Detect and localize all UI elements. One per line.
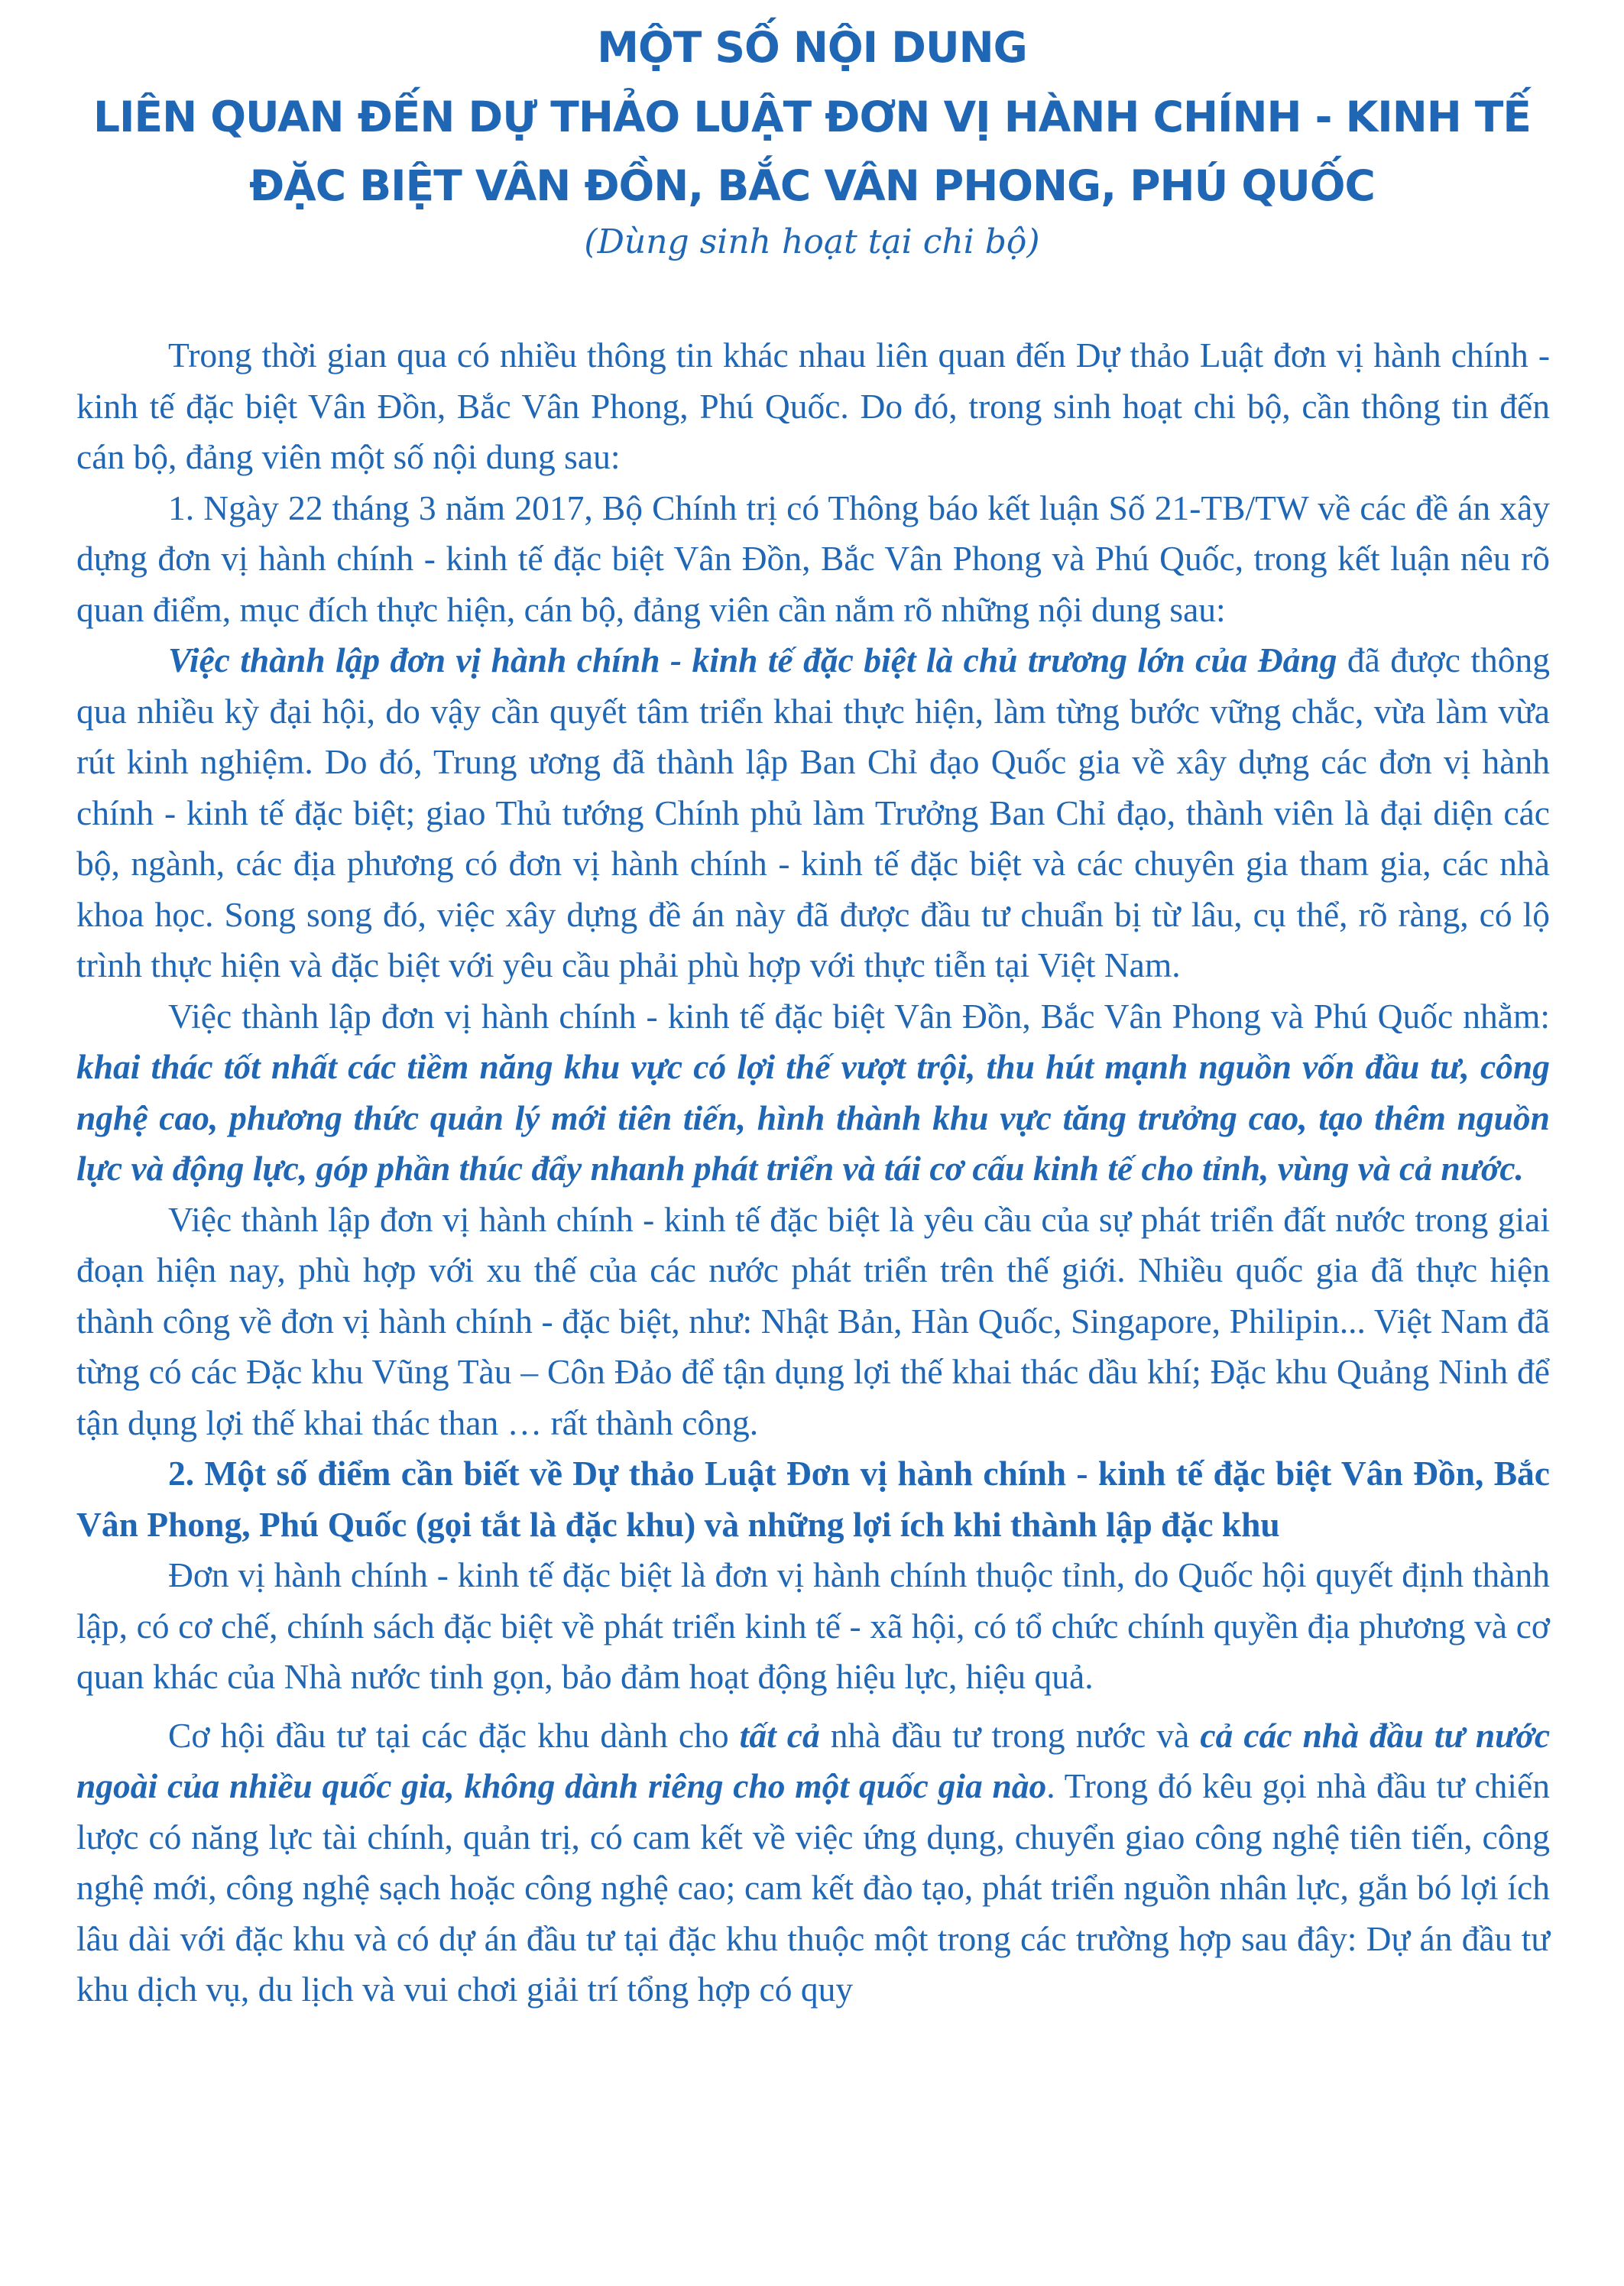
document-subtitle: (Dùng sinh hoạt tại chi bộ) [584, 222, 1040, 261]
paragraph-investment [76, 1710, 1550, 2015]
investment-mid: nhà đầu tư trong nước và [819, 1715, 1201, 1755]
investment-text: . Trong đó kêu gọi nhà đầu tư chiến lược có năng lực tài chính, quản trị, có cam kết về việc ứng dụng, chuyển giao công nghệ tiên tiến, công nghệ mới, công nghệ sạch hoặc công nghệ cao; cam kết đào tạo, phát triển nguồn nhân lực, gắn bó lợi ích lâu dài với đặc khu và có dự án đầu tư tại đặc khu thuộc một trong các trường hợp sau đây: Dự án đầu tư khu dịch vụ, du lịch và vui chơi giải trí tổng hợp có quy [76, 1766, 1550, 2009]
purpose-lead: Việc thành lập đơn vị hành chính - kinh tế đặc biệt Vân Đồn, Bắc Vân Phong và Phú Quốc nhằm: [168, 996, 1550, 1036]
paragraph-definition: Đơn vị hành chính - kinh tế đặc biệt là đơn vị hành chính thuộc tỉnh, do Quốc hội quyết định thành lập, có cơ chế, chính sách đặc biệt về phát triển kinh tế - xã hội, có tổ chức chính quyền địa phương và cơ quan khác của Nhà nước tinh gọn, bảo đảm hoạt động hiệu lực, hiệu quả. [76, 1555, 1550, 1696]
paragraph-section-1: 1. Ngày 22 tháng 3 năm 2017, Bộ Chính trị có Thông báo kết luận Số 21-TB/TW về các đề án xây dựng đơn vị hành chính - kinh tế đặc biệt Vân Đồn, Bắc Vân Phong và Phú Quốc, trong kết luận nêu rõ quan điểm, mục đích thực hiện, cán bộ, đảng viên cần nắm rõ những nội dung sau: [76, 488, 1550, 629]
document-title-line-1: MỘT SỐ NỘI DUNG [597, 23, 1027, 72]
policy-emphasis: Việc thành lập đơn vị hành chính - kinh tế đặc biệt là chủ trương lớn của Đảng [168, 640, 1337, 679]
paragraph-intro: Trong thời gian qua có nhiều thông tin khác nhau liên quan đến Dự thảo Luật đơn vị hành chính - kinh tế đặc biệt Vân Đồn, Bắc Vân Phong, Phú Quốc. Do đó, trong sinh hoạt chi bộ, cần thông tin đến cán bộ, đảng viên một số nội dung sau: [76, 336, 1550, 476]
purpose-emphasis: khai thác tốt nhất các tiềm năng khu vực có lợi thế vượt trội, thu hút mạnh nguồn vốn đầu tư, công nghệ cao, phương thức quản lý mới tiên tiến, hình thành khu vực tăng trưởng cao, tạo thêm nguồn lực và động lực, góp phần thúc đẩy nhanh phát triển và tái cơ cấu kinh tế cho tỉnh, vùng và cả nước. [76, 1047, 1550, 1188]
section-heading-2: 2. Một số điểm cần biết về Dự thảo Luật Đơn vị hành chính - kinh tế đặc biệt Vân Đồn, Bắc Vân Phong, Phú Quốc (gọi tắt là đặc khu) và những lợi ích khi thành lập đặc khu [76, 1454, 1550, 1544]
document-title-line-2: LIÊN QUAN ĐẾN DỰ THẢO LUẬT ĐƠN VỊ HÀNH CHÍNH - KINH TẾ [92, 92, 1532, 141]
document-title-line-3: ĐẶC BIỆT VÂN ĐỒN, BẮC VÂN PHONG, PHÚ QUỐC [249, 161, 1375, 210]
paragraph-policy [76, 635, 1550, 991]
investment-emphasis-all: tất cả [739, 1715, 820, 1755]
policy-text: đã được thông qua nhiều kỳ đại hội, do vậy cần quyết tâm triển khai thực hiện, làm từng bước vững chắc, vừa làm vừa rút kinh nghiệm. Do đó, Trung ương đã thành lập Ban Chỉ đạo Quốc gia về xây dựng các đơn vị hành chính - kinh tế đặc biệt; giao Thủ tướng Chính phủ làm Trưởng Ban Chỉ đạo, thành viên là đại diện các bộ, ngành, các địa phương có đơn vị hành chính - kinh tế đặc biệt và các chuyên gia tham gia, các nhà khoa học. Song song đó, việc xây dựng đề án này đã được đầu tư chuẩn bị từ lâu, cụ thể, rõ ràng, có lộ trình thực hiện và đặc biệt với yêu cầu phải phù hợp với thực tiễn tại Việt Nam. [76, 640, 1550, 984]
document-body [76, 330, 1550, 2015]
paragraph-trend: Việc thành lập đơn vị hành chính - kinh tế đặc biệt là yêu cầu của sự phát triển đất nước trong giai đoạn hiện nay, phù hợp với xu thế của các nước phát triển trên thế giới. Nhiều quốc gia đã thực hiện thành công về đơn vị hành chính - đặc biệt, như: Nhật Bản, Hàn Quốc, Singapore, Philipin... Việt Nam đã từng có các Đặc khu Vũng Tàu – Côn Đảo để tận dụng lợi thế khai thác dầu khí; Đặc khu Quảng Ninh để tận dụng lợi thế khai thác than … rất thành công. [76, 1199, 1550, 1442]
investment-lead: Cơ hội đầu tư tại các đặc khu dành cho [168, 1715, 740, 1755]
investment-emphasis-foreign: cả các nhà đầu tư nước ngoài của nhiều quốc gia, không dành riêng cho một quốc gia nào [76, 1715, 1551, 1805]
paragraph-purpose [76, 991, 1550, 1195]
